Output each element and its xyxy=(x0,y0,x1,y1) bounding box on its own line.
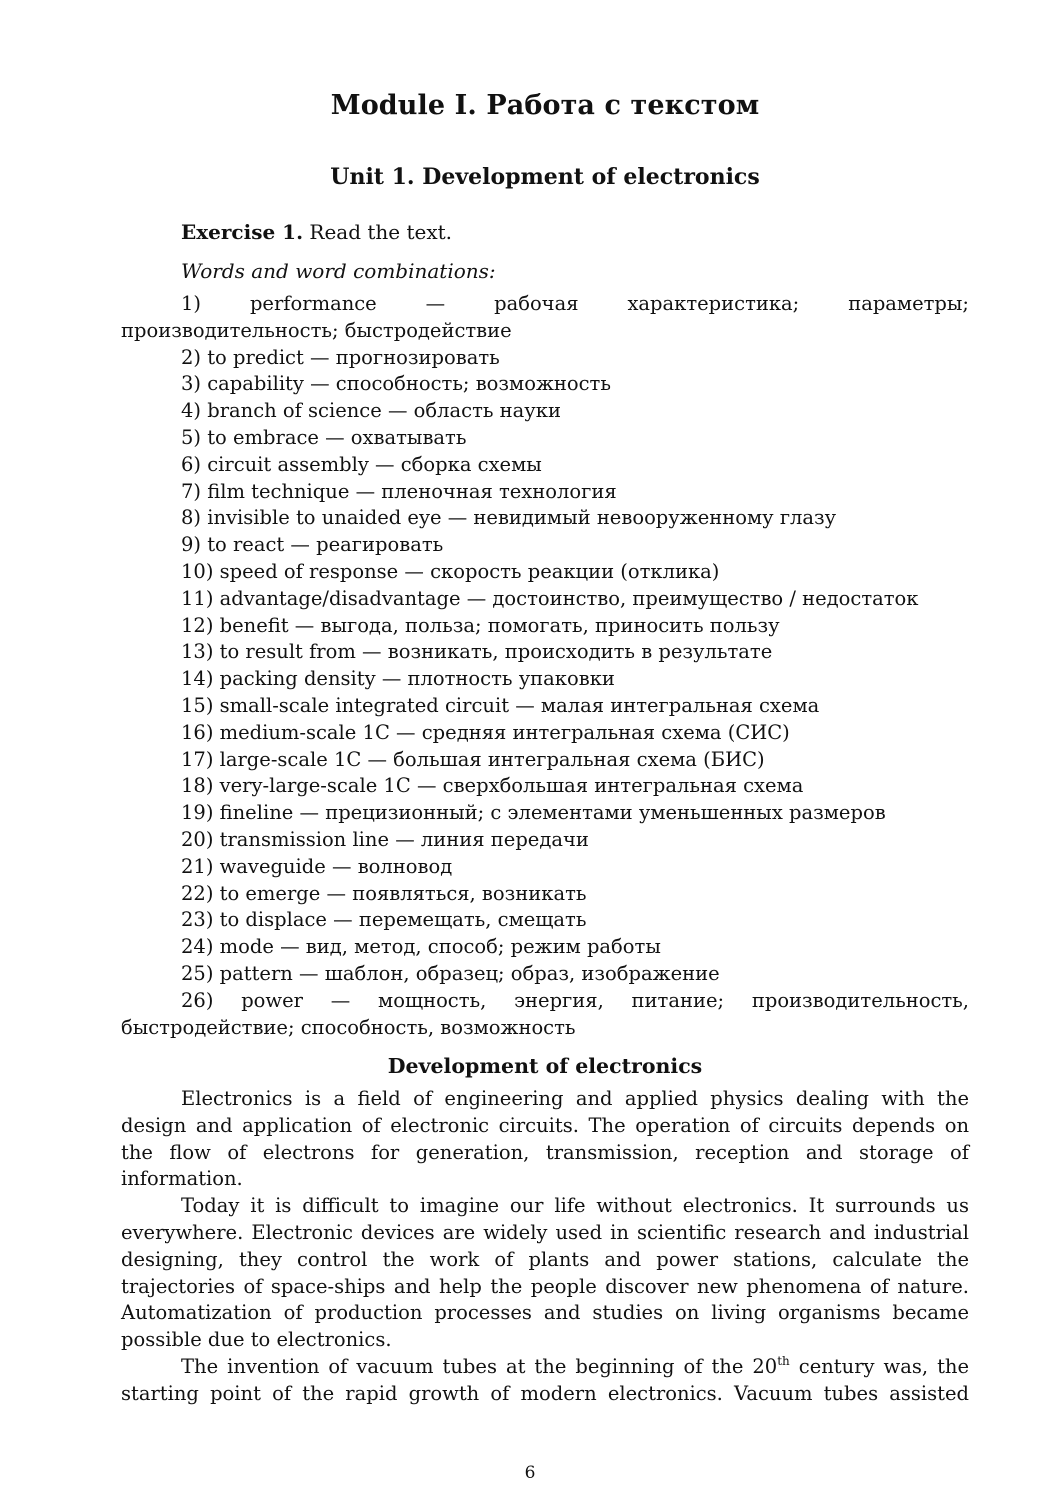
body-text xyxy=(121,1086,969,1408)
paragraph: Electronics is a field of engineering and applied physics dealing with the design and application of electronic circuits. The operation of circuits depends on the flow of electrons for generation, transmission, reception and storage of information. xyxy=(121,1087,969,1191)
exercise-instruction: Read the text. xyxy=(309,220,453,244)
superscript-th: th xyxy=(777,1353,790,1368)
vocabulary-list xyxy=(121,291,969,1041)
section-title: Development of electronics xyxy=(387,1054,703,1078)
vocabulary-item: 5) to embrace — охватывать xyxy=(181,425,467,449)
vocabulary-item: 1) performance — рабочая характеристика; параметры; производительность; быстродействие xyxy=(121,292,969,342)
vocabulary-item: 14) packing density — плотность упаковки xyxy=(181,667,615,691)
vocabulary-item: 18) very-large-scale 1C — сверхбольшая интегральная схема xyxy=(181,774,804,798)
words-heading: Words and word combinations: xyxy=(181,259,496,283)
module-title: Module I. Работа с текстом xyxy=(330,90,760,121)
vocabulary-item: 13) to result from — возникать, происходить в результате xyxy=(181,640,773,664)
paragraph-text-start: The invention of vacuum tubes at the beginning of the 20 xyxy=(181,1354,778,1378)
vocabulary-item: 7) film technique — пленочная технология xyxy=(181,479,617,503)
paragraph-text-end: century was, the starting point of the rapid growth of modern electronics. Vacuum tubes assisted xyxy=(121,1354,969,1405)
vocabulary-item: 16) medium-scale 1C — средняя интегральная схема (СИС) xyxy=(181,720,790,744)
vocabulary-item: 21) waveguide — волновод xyxy=(181,854,453,878)
vocabulary-item: 25) pattern — шаблон, образец; образ, изображение xyxy=(181,961,720,985)
vocabulary-item: 9) to react — реагировать xyxy=(181,533,444,557)
exercise-label: Exercise 1. xyxy=(181,220,304,244)
vocabulary-item: 19) fineline — прецизионный; с элементами уменьшенных размеров xyxy=(181,801,886,825)
vocabulary-item: 8) invisible to unaided eye — невидимый невооруженному глазу xyxy=(181,506,837,530)
vocabulary-item: 3) capability — способность; возможность xyxy=(181,372,611,396)
vocabulary-item: 22) to emerge — появляться, возникать xyxy=(181,881,587,905)
vocabulary-item: 23) to displace — перемещать, смещать xyxy=(181,908,587,932)
exercise-heading xyxy=(181,218,452,246)
vocabulary-item: 24) mode — вид, метод, способ; режим работы xyxy=(181,935,661,959)
vocabulary-item: 26) power — мощность, энергия, питание; производительность, быстродействие; способность, возможность xyxy=(121,988,969,1039)
vocabulary-item: 20) transmission line — линия передачи xyxy=(181,827,589,851)
vocabulary-item: 6) circuit assembly — сборка схемы xyxy=(181,452,542,476)
vocabulary-item: 10) speed of response — скорость реакции (отклика) xyxy=(181,559,720,583)
vocabulary-item: 2) to predict — прогнозировать xyxy=(181,345,500,369)
vocabulary-item: 15) small-scale integrated circuit — малая интегральная схема xyxy=(181,693,820,717)
unit-title: Unit 1. Development of electronics xyxy=(330,164,760,190)
vocabulary-item: 17) large-scale 1C — большая интегральная схема (БИС) xyxy=(181,747,765,771)
vocabulary-item: 4) branch of science — область науки xyxy=(181,399,561,423)
vocabulary-item: 11) advantage/disadvantage — достоинство, преимущество / недостаток xyxy=(181,586,919,610)
vocabulary-item: 12) benefit — выгода, польза; помогать, приносить пользу xyxy=(181,613,780,637)
paragraph: Today it is difficult to imagine our life without electronics. It surrounds us everywhere. Electronic devices are widely used in scientific research and industrial designing, they control the work of plants and power stations, calculate the trajectories of space-ships and help the people discover new phenomena of nature. Automatization of production processes and studies on living organisms became possible due to electronics. xyxy=(121,1194,969,1352)
paragraph xyxy=(121,1354,969,1408)
page-number: 6 xyxy=(524,1463,536,1483)
